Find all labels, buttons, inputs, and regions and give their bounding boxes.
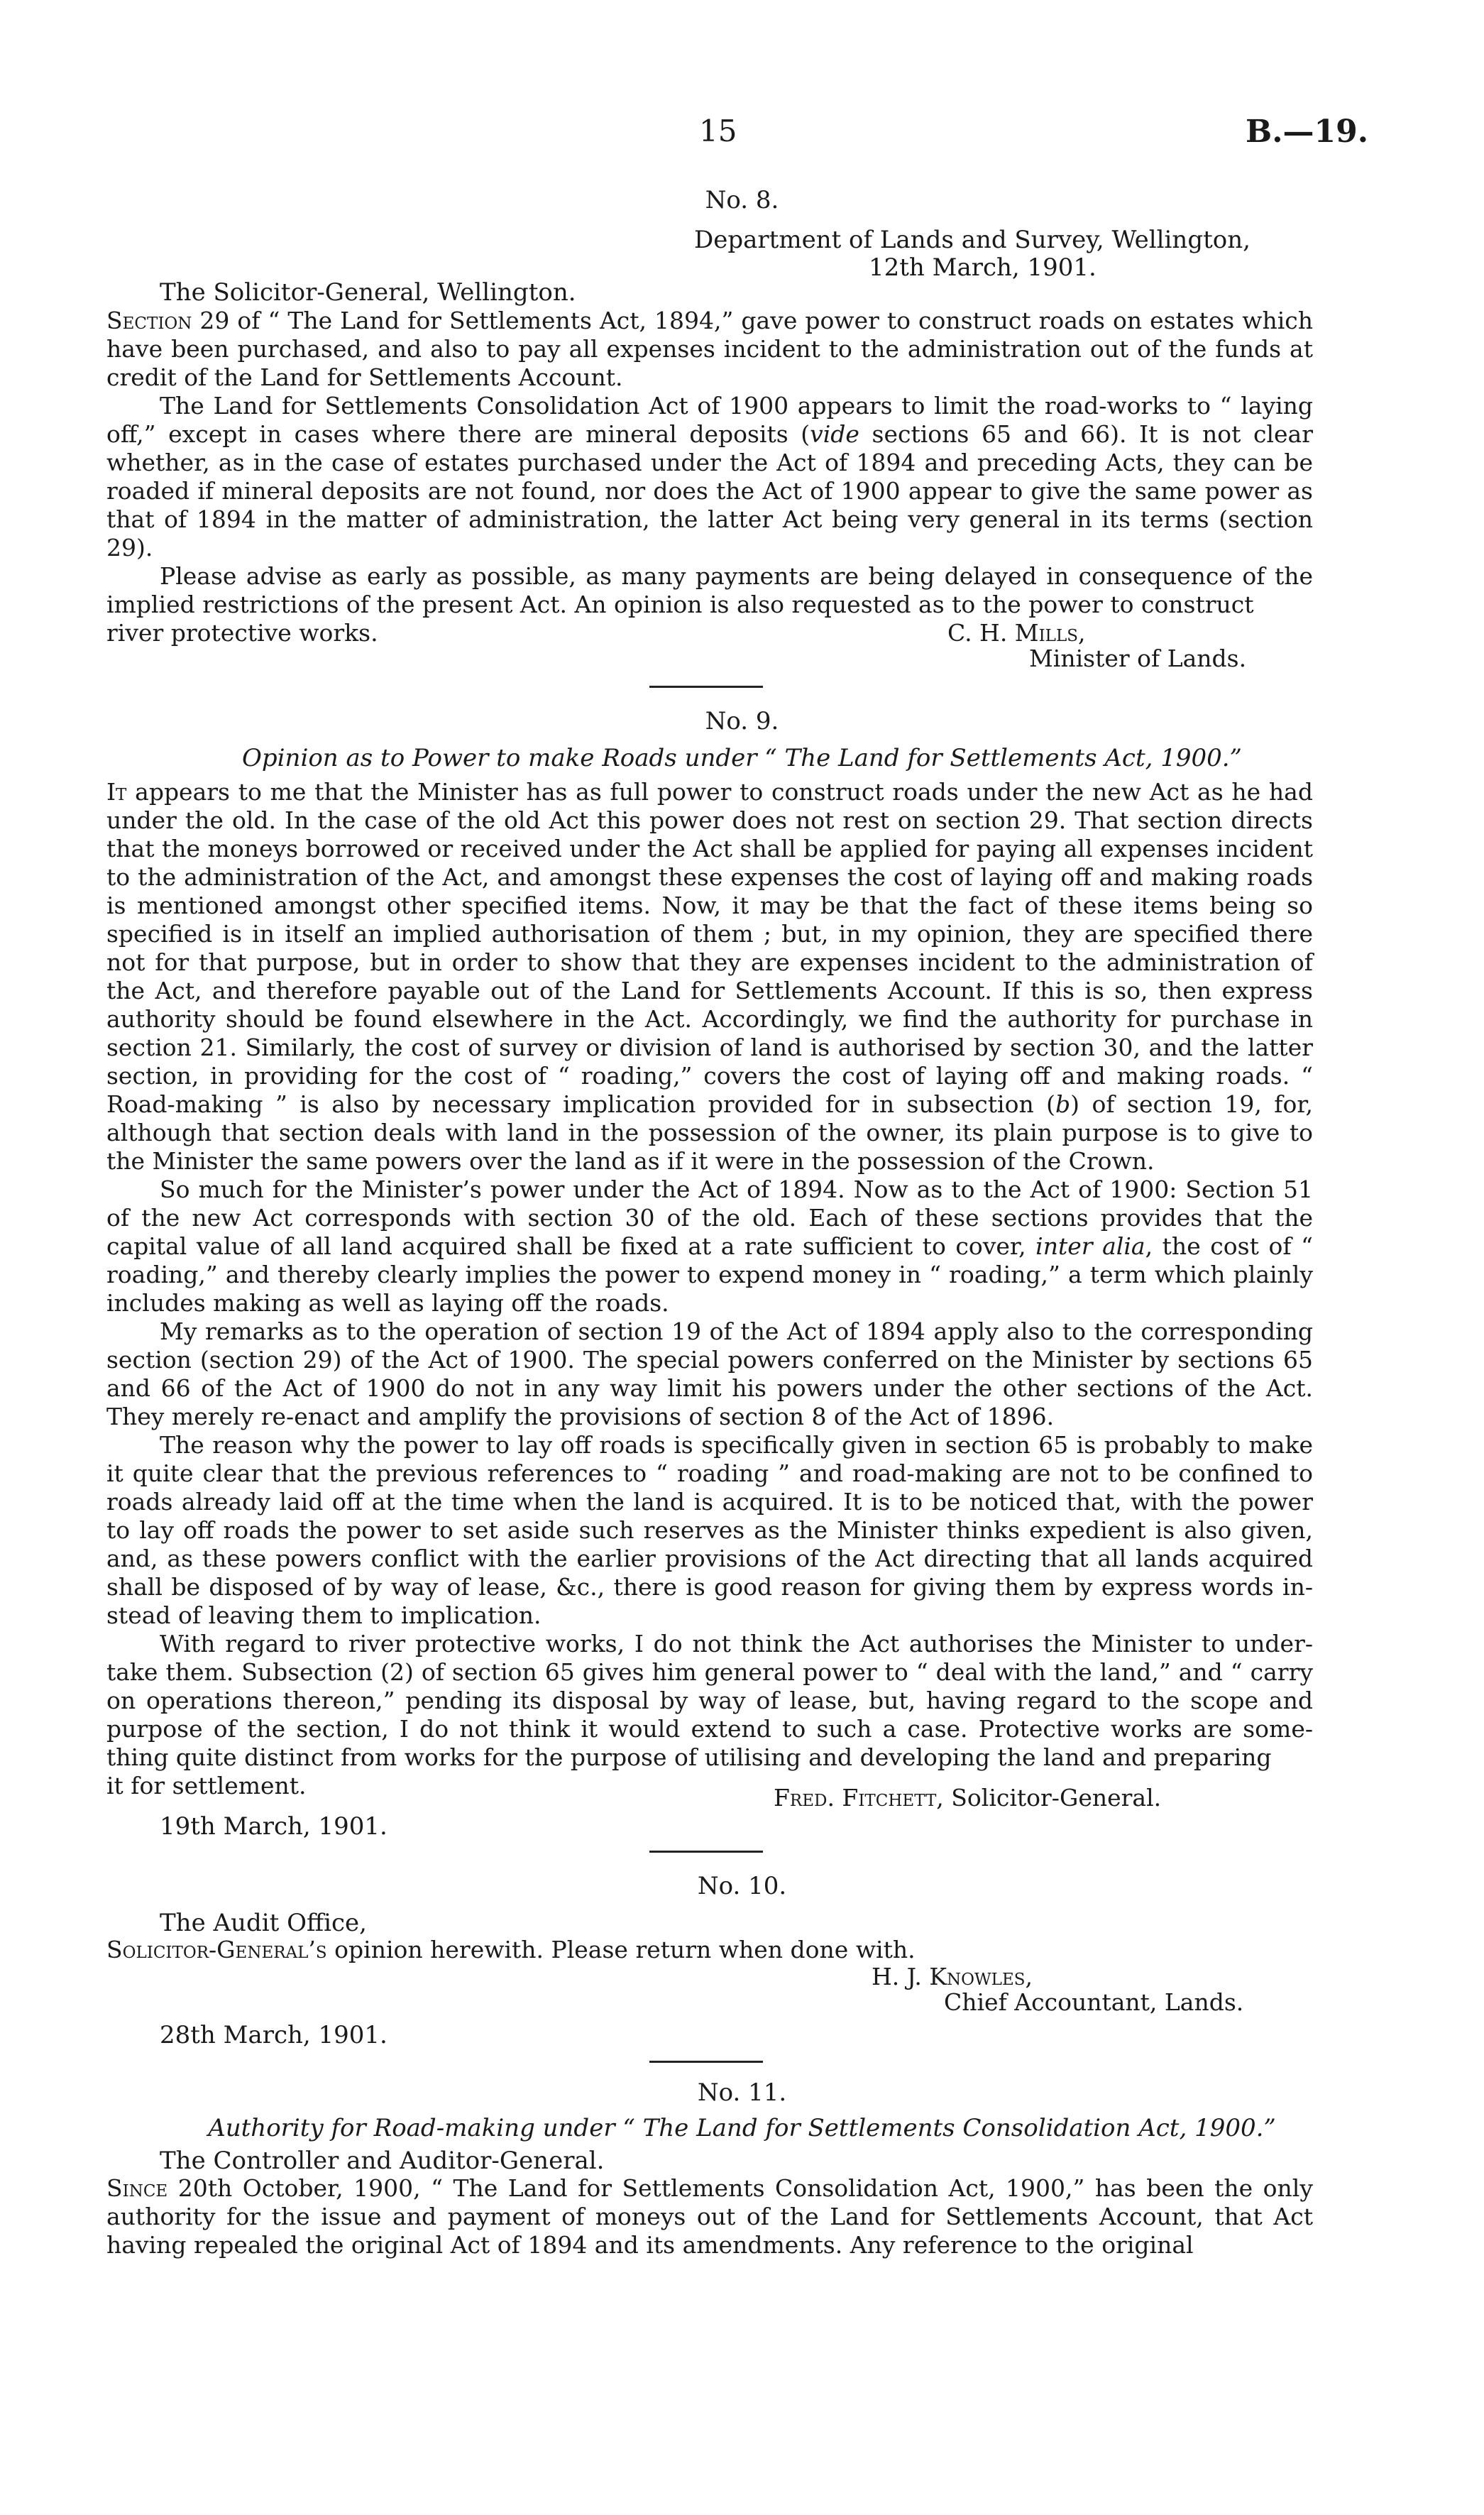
no10-line-lead: Solicitor-General’s [106,1936,327,1963]
no9-paragraph-3: My remarks as to the operation of section 19 of the Act of 1894 apply also to the corresponding section (section 29) of the Act of 1900. The special powers conferred on the Minister by sections 65 and 66 of the Act of 1900 do not in any way limit his powers under the other sections of the Act. They merely re-enact and amplify the provisions of section 8 of the Act of 1896. [106,1317,1313,1430]
no8-p1-lead: Section [106,307,192,334]
no8-paragraph-1 [106,307,1313,392]
no8-addressee: The Solicitor-General, Wellington. [160,278,576,307]
no9-paragraph-4: The reason why the power to lay off roads is specifically given in section 65 is probably to make it quite clear that the previous references to “ roading ” and road-making are not to be confined to roads already laid off at the time when the land is acquired. It is to be noticed that, with the power to lay off roads the power to set aside such reserves as the Minister thinks expedient is also given, and, as these powers conflict with the earlier provisions of the Act directing that all lands acquired shall be disposed of by way of lease, &c., there is good reason for giving them by express words in-stead of leaving them to implication. [106,1431,1313,1629]
no9-p1-c: ) of section 19, for, although that section deals with land in the possession of the owner, its plain purpose is to give to the Minister the same powers over the land as if it were in the possession of the Crown. [106,1090,1314,1175]
no11-p1-text: 20th October, 1900, “ The Land for Settlements Consolidation Act, 1900,” has been the only authority for the issue and payment of moneys out of the Land for Settlements Account, that Act having repealed the original Act of 1894 and its amendments. Any reference to the original [106,2174,1313,2259]
no8-p1-text: 29 of “ The Land for Settlements Act, 1894,” gave power to construct roads on estates which have been purchased, and also to pay all expenses incident to the administration out of the funds at credit of the Land for Settlements Account. [106,307,1313,391]
no9-p2-inter: inter alia [1035,1232,1145,1260]
section-divider [649,2061,763,2063]
no11-paragraph-1 [106,2174,1313,2259]
no8-signature-name: C. H. Mills, [947,619,1086,647]
no9-p2-a: So much for the Minister’s power under the Act of 1894. Now as to the Act of 1900: Section 51 of the new Act corresponds with section 30 of the old. Each of these sections provides that the capital value of all land acquired shall be fixed at a rate sufficient to cover, [106,1176,1313,1260]
no11-p1-lead: Since [106,2174,168,2202]
no8-p2-vide: vide [810,420,859,448]
no9-p1-b: b [1055,1090,1071,1118]
no10-signature-title: Chief Accountant, Lands. [944,1988,1244,2016]
no9-p1-lead: It [106,778,127,806]
no8-paragraph-3-last: river protective works. [106,619,378,647]
no10-heading: No. 10. [697,1872,787,1900]
no11-title: Authority for Road-making under “ The Land for Settlements Consolidation Act, 1900.” [208,2114,1276,2142]
section-divider [649,686,763,688]
no8-from-line2: 12th March, 1901. [869,253,1096,282]
no9-signature-name: Fred. Fitchett, [774,1784,944,1812]
no8-heading: No. 8. [705,186,779,214]
page-number: 15 [699,114,737,148]
no9-signature [774,1784,1161,1812]
no10-line [106,1936,916,1963]
no10-line-text: opinion herewith. Please return when done with. [326,1936,916,1963]
no9-title: Opinion as to Power to make Roads under “ The Land for Settlements Act, 1900.” [242,744,1242,772]
no9-paragraph-2 [106,1176,1313,1317]
no9-body [106,778,1313,1800]
no11-heading: No. 11. [697,2078,787,2107]
no8-from-line1: Department of Lands and Survey, Wellington, [694,226,1251,254]
no8-signature-title: Minister of Lands. [1029,645,1247,672]
no8-paragraph-3: Please advise as early as possible, as many payments are being delayed in consequence of the implied restrictions of the present Act. An opinion is also requested as to the power to construct [106,562,1313,618]
no9-paragraph-5: With regard to river protective works, I do not think the Act authorises the Minister to under-take them. Subsection (2) of section 65 gives him general power to “ deal with the land,” and “ carry on operations thereon,” pending its disposal by way of lease, but, having regard to the scope and purpose of the section, I do not think it would extend to such a case. Protective works are some-thing quite distinct from works for the purpose of utilising and developing the land and preparing [106,1630,1313,1771]
no10-date: 28th March, 1901. [160,2021,388,2049]
no10-signature-name: H. J. Knowles, [872,1963,1033,1990]
no9-p1-a: appears to me that the Minister has as full power to construct roads under the new Act as he had under the old. In the case of the old Act this power does not rest on section 29. That section directs that the moneys borrowed or received under the Act shall be applied for paying all expenses incident to the administration of the Act, and amongst these expenses the cost of laying off and making roads is mentioned amongst other specified items. Now, it may be that the fact of these items being so specified is in itself an implied authorisation of them ; but, in my opinion, they are specified there not for that purpose, but in order to show that they are expenses incident to the administration of the Act, and therefore payable out of the Land for Settlements Account. If this is so, then express authority should be found elsewhere in the Act. Accordingly, we find the authority for purchase in section 21. Similarly, the cost of survey or division of land is authorised by section 30, and the latter section, in providing for the cost of “ roading,” covers the cost of laying off and making roads. “ Road-making ” is also by necessary implication provided for in subsection ( [106,778,1313,1118]
no8-paragraph-2 [106,392,1313,562]
no9-paragraph-5-last: it for settlement. [106,1772,307,1799]
no11-body [106,2174,1313,2259]
no8-body [106,307,1313,647]
no9-date: 19th March, 1901. [160,1812,388,1841]
no10-addressee: The Audit Office, [160,1909,367,1937]
no9-heading: No. 9. [705,707,779,735]
no9-paragraph-1 [106,778,1313,1176]
no9-signature-title: Solicitor-General. [943,1784,1162,1812]
no8-p2-a: The Land for Settlements Consolidation Act of 1900 appears to limit the road-works to “ laying off,” except in cases where there are mineral deposits ( [106,392,1313,448]
no9-p2-b: , the cost of “ roading,” and thereby clearly implies the power to expend money in “ roading,” a term which plainly includes making as well as laying off the roads. [106,1232,1313,1317]
document-reference: B.—19. [1246,114,1369,150]
section-divider [649,1851,763,1853]
no11-addressee: The Controller and Auditor-General. [160,2147,605,2175]
no8-p2-b: sections 65 and 66). It is not clear whether, as in the case of estates purchased under the Act of 1894 and preceding Acts, they can be roaded if mineral deposits are not found, nor does the Act of 1900 appear to give the same power as that of 1894 in the matter of administration, the latter Act being very general in its terms (section 29). [106,420,1313,561]
